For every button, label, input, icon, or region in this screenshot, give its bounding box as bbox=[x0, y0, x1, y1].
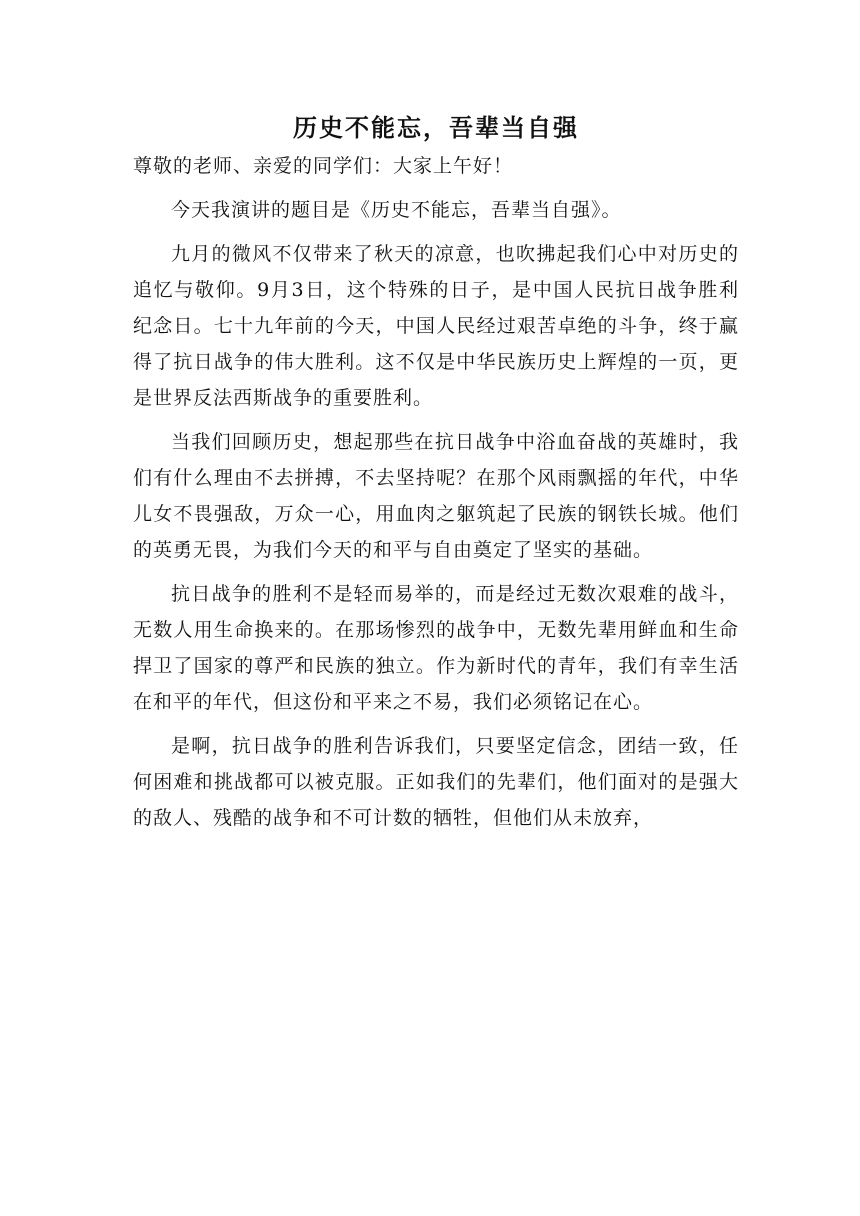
document-body bbox=[133, 108, 739, 844]
paragraph-5: 是啊，抗日战争的胜利告诉我们，只要坚定信念，团结一致，任何困难和挑战都可以被克服。正如我们的先辈们，他们面对的是强大的敌人、残酷的战争和不可计数的牺牲，但他们从未放弃， bbox=[133, 735, 739, 829]
greeting-line: 尊敬的老师、亲爱的同学们：大家上午好！ bbox=[133, 155, 514, 177]
paragraph-1: 今天我演讲的题目是《历史不能忘，吾辈当自强》。 bbox=[171, 199, 622, 221]
paragraph-4: 抗日战争的胜利不是轻而易举的，而是经过无数次艰难的战斗，无数人用生命换来的。在那场惨烈的战争中，无数先辈用鲜血和生命捍卫了国家的尊严和民族的独立。作为新时代的青年，我们有幸生活在和平的年代，但这份和平来之不易，我们必须铭记在心。 bbox=[133, 583, 739, 713]
document-title: 历史不能忘，吾辈当自强 bbox=[293, 113, 579, 142]
paragraph-2: 九月的微风不仅带来了秋天的凉意，也吹拂起我们心中对历史的追忆与敬仰。9月3日，这个特殊的日子，是中国人民抗日战争胜利纪念日。七十九年前的今天，中国人民经过艰苦卓绝的斗争，终于赢得了抗日战争的伟大胜利。这不仅是中华民族历史上辉煌的一页，更是世界反法西斯战争的重要胜利。 bbox=[133, 243, 739, 409]
paragraph-3: 当我们回顾历史，想起那些在抗日战争中浴血奋战的英雄时，我们有什么理由不去拼搏，不去坚持呢？在那个风雨飘摇的年代，中华儿女不畏强敌，万众一心，用血肉之躯筑起了民族的钢铁长城。他们的英勇无畏，为我们今天的和平与自由奠定了坚实的基础。 bbox=[133, 431, 739, 561]
